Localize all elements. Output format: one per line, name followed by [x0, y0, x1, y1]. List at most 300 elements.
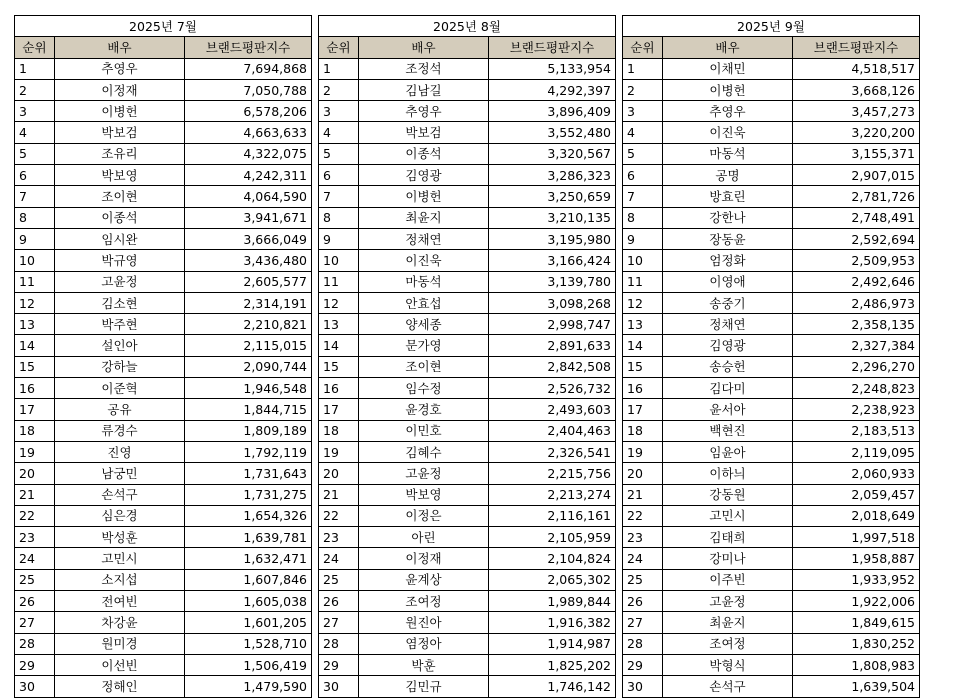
table-row — [623, 548, 920, 569]
table-row — [319, 654, 616, 675]
table-row — [623, 101, 920, 122]
actor-name-cell: 이진욱 — [663, 122, 793, 143]
table-row — [15, 79, 312, 100]
table-row — [15, 654, 312, 675]
score-cell: 1,809,189 — [185, 420, 312, 441]
table-row — [623, 79, 920, 100]
actor-name-cell: 공유 — [55, 399, 185, 420]
actor-name-cell: 고윤정 — [663, 591, 793, 612]
rank-cell: 25 — [623, 569, 663, 590]
actor-name-cell: 임시완 — [55, 228, 185, 249]
table-row — [623, 527, 920, 548]
table-row — [15, 186, 312, 207]
table-row — [15, 378, 312, 399]
actor-name-cell: 김태희 — [663, 527, 793, 548]
score-cell: 3,286,323 — [489, 165, 616, 186]
table-row — [623, 122, 920, 143]
actor-name-cell: 이주빈 — [663, 569, 793, 590]
score-cell: 2,891,633 — [489, 335, 616, 356]
table-row — [623, 441, 920, 462]
score-cell: 2,781,726 — [793, 186, 920, 207]
rank-cell: 14 — [15, 335, 55, 356]
actor-name-cell: 이정재 — [359, 548, 489, 569]
score-cell: 3,210,135 — [489, 207, 616, 228]
table-row — [319, 79, 616, 100]
actor-column-header: 배우 — [663, 37, 793, 58]
score-cell: 1,914,987 — [489, 633, 616, 654]
rank-cell: 30 — [319, 676, 359, 697]
rank-cell: 11 — [15, 271, 55, 292]
rank-cell: 5 — [15, 143, 55, 164]
table-row — [15, 527, 312, 548]
table-row — [319, 548, 616, 569]
rank-cell: 4 — [15, 122, 55, 143]
actor-name-cell: 김다미 — [663, 378, 793, 399]
table-row — [623, 165, 920, 186]
score-cell: 4,242,311 — [185, 165, 312, 186]
rank-cell: 1 — [319, 58, 359, 79]
rank-cell: 22 — [15, 505, 55, 526]
table-row — [15, 505, 312, 526]
table-row — [15, 335, 312, 356]
table-row — [623, 271, 920, 292]
rank-cell: 21 — [15, 484, 55, 505]
table-row — [319, 441, 616, 462]
score-cell: 1,639,781 — [185, 527, 312, 548]
rank-cell: 23 — [623, 527, 663, 548]
table-row — [319, 271, 616, 292]
actor-name-cell: 김민규 — [359, 676, 489, 697]
actor-name-cell: 마동석 — [359, 271, 489, 292]
score-cell: 7,050,788 — [185, 79, 312, 100]
rank-cell: 8 — [623, 207, 663, 228]
score-cell: 1,605,038 — [185, 591, 312, 612]
table-row — [319, 122, 616, 143]
score-cell: 1,997,518 — [793, 527, 920, 548]
table-row — [623, 505, 920, 526]
score-cell: 2,526,732 — [489, 378, 616, 399]
column-header-row — [319, 37, 616, 58]
rank-cell: 2 — [15, 79, 55, 100]
table-row — [319, 505, 616, 526]
actor-name-cell: 고민시 — [663, 505, 793, 526]
table-row — [15, 612, 312, 633]
rank-cell: 30 — [623, 676, 663, 697]
rank-cell: 26 — [623, 591, 663, 612]
actor-name-cell: 방효린 — [663, 186, 793, 207]
actor-name-cell: 공명 — [663, 165, 793, 186]
score-cell: 3,220,200 — [793, 122, 920, 143]
score-cell: 1,746,142 — [489, 676, 616, 697]
actor-name-cell: 조유리 — [55, 143, 185, 164]
score-cell: 2,327,384 — [793, 335, 920, 356]
ranking-table-month-2 — [318, 15, 616, 698]
table-row — [319, 165, 616, 186]
table-row — [623, 186, 920, 207]
score-cell: 2,238,923 — [793, 399, 920, 420]
rank-cell: 22 — [623, 505, 663, 526]
actor-name-cell: 이종석 — [359, 143, 489, 164]
actor-name-cell: 이하늬 — [663, 463, 793, 484]
actor-name-cell: 아린 — [359, 527, 489, 548]
score-cell: 1,654,326 — [185, 505, 312, 526]
actor-name-cell: 이민호 — [359, 420, 489, 441]
table-row — [15, 58, 312, 79]
score-cell: 3,668,126 — [793, 79, 920, 100]
actor-name-cell: 손석구 — [55, 484, 185, 505]
actor-name-cell: 윤계상 — [359, 569, 489, 590]
actor-name-cell: 강미나 — [663, 548, 793, 569]
score-cell: 3,896,409 — [489, 101, 616, 122]
actor-name-cell: 임윤아 — [663, 441, 793, 462]
table-row — [319, 484, 616, 505]
rank-cell: 18 — [623, 420, 663, 441]
actor-name-cell: 안효섭 — [359, 292, 489, 313]
rank-cell: 1 — [15, 58, 55, 79]
score-column-header: 브랜드평판지수 — [489, 37, 616, 58]
actor-name-cell: 장동윤 — [663, 228, 793, 249]
score-cell: 1,844,715 — [185, 399, 312, 420]
table-row — [15, 314, 312, 335]
score-cell: 2,248,823 — [793, 378, 920, 399]
table-row — [319, 612, 616, 633]
rank-cell: 29 — [15, 654, 55, 675]
actor-name-cell: 심은경 — [55, 505, 185, 526]
table-row — [319, 228, 616, 249]
score-cell: 1,731,643 — [185, 463, 312, 484]
table-row — [319, 207, 616, 228]
table-row — [623, 58, 920, 79]
actor-name-cell: 고윤정 — [55, 271, 185, 292]
score-cell: 1,601,205 — [185, 612, 312, 633]
score-column-header: 브랜드평판지수 — [185, 37, 312, 58]
score-cell: 1,849,615 — [793, 612, 920, 633]
rank-cell: 13 — [319, 314, 359, 335]
score-cell: 3,552,480 — [489, 122, 616, 143]
rank-cell: 11 — [319, 271, 359, 292]
actor-name-cell: 조여정 — [359, 591, 489, 612]
score-cell: 2,605,577 — [185, 271, 312, 292]
actor-name-cell: 이영애 — [663, 271, 793, 292]
score-cell: 1,946,548 — [185, 378, 312, 399]
rank-cell: 18 — [319, 420, 359, 441]
actor-name-cell: 염정아 — [359, 633, 489, 654]
rank-cell: 28 — [623, 633, 663, 654]
score-cell: 1,825,202 — [489, 654, 616, 675]
rank-cell: 14 — [319, 335, 359, 356]
table-row — [623, 612, 920, 633]
rank-cell: 10 — [319, 250, 359, 271]
actor-name-cell: 고민시 — [55, 548, 185, 569]
score-column-header: 브랜드평판지수 — [793, 37, 920, 58]
table-row — [623, 314, 920, 335]
rank-cell: 16 — [15, 378, 55, 399]
rank-cell: 26 — [319, 591, 359, 612]
score-cell: 2,060,933 — [793, 463, 920, 484]
score-cell: 2,116,161 — [489, 505, 616, 526]
score-cell: 2,486,973 — [793, 292, 920, 313]
score-cell: 2,065,302 — [489, 569, 616, 590]
actor-name-cell: 손석구 — [663, 676, 793, 697]
score-cell: 1,506,419 — [185, 654, 312, 675]
actor-name-cell: 마동석 — [663, 143, 793, 164]
actor-name-cell: 이진욱 — [359, 250, 489, 271]
score-cell: 4,064,590 — [185, 186, 312, 207]
rank-cell: 13 — [15, 314, 55, 335]
actor-name-cell: 김소현 — [55, 292, 185, 313]
actor-name-cell: 원진아 — [359, 612, 489, 633]
actor-name-cell: 박형식 — [663, 654, 793, 675]
table-row — [623, 676, 920, 697]
rank-cell: 20 — [15, 463, 55, 484]
actor-name-cell: 박보영 — [55, 165, 185, 186]
score-cell: 1,632,471 — [185, 548, 312, 569]
month-header-row — [15, 16, 312, 37]
actor-name-cell: 설인아 — [55, 335, 185, 356]
table-row — [623, 207, 920, 228]
rank-cell: 3 — [623, 101, 663, 122]
actor-name-cell: 정해인 — [55, 676, 185, 697]
rank-cell: 30 — [15, 676, 55, 697]
month-title: 2025년 8월 — [319, 16, 616, 37]
table-row — [623, 228, 920, 249]
actor-name-cell: 임수정 — [359, 378, 489, 399]
score-cell: 3,098,268 — [489, 292, 616, 313]
rank-cell: 11 — [623, 271, 663, 292]
rank-cell: 8 — [15, 207, 55, 228]
score-cell: 2,842,508 — [489, 356, 616, 377]
score-cell: 1,958,887 — [793, 548, 920, 569]
table-row — [319, 676, 616, 697]
actor-name-cell: 백현진 — [663, 420, 793, 441]
actor-name-cell: 조이현 — [359, 356, 489, 377]
actor-name-cell: 이종석 — [55, 207, 185, 228]
score-cell: 2,592,694 — [793, 228, 920, 249]
score-cell: 2,492,646 — [793, 271, 920, 292]
score-cell: 4,292,397 — [489, 79, 616, 100]
actor-name-cell: 추영우 — [359, 101, 489, 122]
score-cell: 3,320,567 — [489, 143, 616, 164]
rank-cell: 25 — [15, 569, 55, 590]
actor-name-cell: 송중기 — [663, 292, 793, 313]
score-cell: 6,578,206 — [185, 101, 312, 122]
table-row — [623, 378, 920, 399]
score-cell: 1,922,006 — [793, 591, 920, 612]
actor-name-cell: 이병헌 — [55, 101, 185, 122]
score-cell: 2,215,756 — [489, 463, 616, 484]
rank-cell: 3 — [319, 101, 359, 122]
actor-name-cell: 고윤정 — [359, 463, 489, 484]
score-cell: 3,457,273 — [793, 101, 920, 122]
table-row — [319, 101, 616, 122]
rank-cell: 13 — [623, 314, 663, 335]
table-row — [15, 356, 312, 377]
rank-cell: 20 — [623, 463, 663, 484]
table-row — [319, 569, 616, 590]
actor-name-cell: 김영광 — [663, 335, 793, 356]
rank-column-header: 순위 — [319, 37, 359, 58]
actor-name-cell: 김남길 — [359, 79, 489, 100]
actor-name-cell: 박주현 — [55, 314, 185, 335]
actor-name-cell: 차강윤 — [55, 612, 185, 633]
score-cell: 3,155,371 — [793, 143, 920, 164]
score-cell: 4,663,633 — [185, 122, 312, 143]
actor-name-cell: 박성훈 — [55, 527, 185, 548]
rank-cell: 6 — [623, 165, 663, 186]
score-cell: 2,493,603 — [489, 399, 616, 420]
table-row — [319, 143, 616, 164]
rank-cell: 23 — [15, 527, 55, 548]
score-cell: 4,322,075 — [185, 143, 312, 164]
table-row — [15, 207, 312, 228]
rank-cell: 3 — [15, 101, 55, 122]
actor-name-cell: 박규영 — [55, 250, 185, 271]
score-cell: 4,518,517 — [793, 58, 920, 79]
table-row — [15, 591, 312, 612]
actor-name-cell: 정채연 — [663, 314, 793, 335]
rank-cell: 21 — [319, 484, 359, 505]
rank-cell: 17 — [15, 399, 55, 420]
table-row — [15, 569, 312, 590]
rank-cell: 2 — [623, 79, 663, 100]
table-row — [319, 335, 616, 356]
table-row — [15, 122, 312, 143]
rank-cell: 24 — [319, 548, 359, 569]
rank-cell: 27 — [15, 612, 55, 633]
actor-name-cell: 추영우 — [55, 58, 185, 79]
actor-name-cell: 추영우 — [663, 101, 793, 122]
rank-cell: 29 — [319, 654, 359, 675]
rank-cell: 22 — [319, 505, 359, 526]
actor-name-cell: 강한나 — [663, 207, 793, 228]
table-row — [15, 420, 312, 441]
table-row — [623, 356, 920, 377]
actor-name-cell: 박보영 — [359, 484, 489, 505]
rank-cell: 9 — [15, 228, 55, 249]
actor-name-cell: 류경수 — [55, 420, 185, 441]
score-cell: 2,296,270 — [793, 356, 920, 377]
rank-cell: 25 — [319, 569, 359, 590]
actor-name-cell: 양세종 — [359, 314, 489, 335]
rank-cell: 7 — [623, 186, 663, 207]
actor-name-cell: 이선빈 — [55, 654, 185, 675]
ranking-table-month-1 — [14, 15, 312, 698]
rank-cell: 9 — [623, 228, 663, 249]
score-cell: 1,639,504 — [793, 676, 920, 697]
actor-name-cell: 이정은 — [359, 505, 489, 526]
table-row — [319, 250, 616, 271]
rank-cell: 19 — [15, 441, 55, 462]
ranking-table-month-3 — [622, 15, 920, 698]
actor-name-cell: 강하늘 — [55, 356, 185, 377]
actor-name-cell: 강동원 — [663, 484, 793, 505]
score-cell: 2,018,649 — [793, 505, 920, 526]
score-cell: 1,989,844 — [489, 591, 616, 612]
score-cell: 1,528,710 — [185, 633, 312, 654]
table-row — [15, 676, 312, 697]
table-row — [15, 143, 312, 164]
score-cell: 2,183,513 — [793, 420, 920, 441]
table-row — [623, 143, 920, 164]
score-cell: 7,694,868 — [185, 58, 312, 79]
table-row — [623, 250, 920, 271]
table-row — [319, 186, 616, 207]
actor-column-header: 배우 — [359, 37, 489, 58]
table-row — [319, 378, 616, 399]
table-row — [15, 484, 312, 505]
actor-name-cell: 박훈 — [359, 654, 489, 675]
score-cell: 2,059,457 — [793, 484, 920, 505]
rank-cell: 12 — [15, 292, 55, 313]
table-row — [623, 633, 920, 654]
rank-cell: 28 — [319, 633, 359, 654]
rank-cell: 4 — [319, 122, 359, 143]
table-row — [15, 441, 312, 462]
table-row — [319, 591, 616, 612]
actor-column-header: 배우 — [55, 37, 185, 58]
score-cell: 1,830,252 — [793, 633, 920, 654]
rank-cell: 29 — [623, 654, 663, 675]
actor-name-cell: 송승헌 — [663, 356, 793, 377]
actor-name-cell: 정채연 — [359, 228, 489, 249]
score-cell: 3,666,049 — [185, 228, 312, 249]
table-row — [15, 399, 312, 420]
rank-cell: 10 — [623, 250, 663, 271]
month-title: 2025년 7월 — [15, 16, 312, 37]
score-cell: 2,358,135 — [793, 314, 920, 335]
actor-name-cell: 소지섭 — [55, 569, 185, 590]
rank-cell: 20 — [319, 463, 359, 484]
rank-cell: 15 — [319, 356, 359, 377]
actor-name-cell: 이준혁 — [55, 378, 185, 399]
rank-cell: 16 — [319, 378, 359, 399]
rank-cell: 24 — [623, 548, 663, 569]
score-cell: 2,115,015 — [185, 335, 312, 356]
rank-cell: 4 — [623, 122, 663, 143]
score-cell: 3,139,780 — [489, 271, 616, 292]
rank-cell: 6 — [15, 165, 55, 186]
actor-name-cell: 윤경호 — [359, 399, 489, 420]
rank-column-header: 순위 — [623, 37, 663, 58]
month-title: 2025년 9월 — [623, 16, 920, 37]
rank-cell: 17 — [623, 399, 663, 420]
score-cell: 3,436,480 — [185, 250, 312, 271]
actor-name-cell: 이병헌 — [663, 79, 793, 100]
table-row — [319, 633, 616, 654]
rank-cell: 23 — [319, 527, 359, 548]
rank-cell: 1 — [623, 58, 663, 79]
score-cell: 5,133,954 — [489, 58, 616, 79]
rank-cell: 8 — [319, 207, 359, 228]
column-header-row — [15, 37, 312, 58]
rank-cell: 27 — [319, 612, 359, 633]
table-row — [319, 356, 616, 377]
score-cell: 1,479,590 — [185, 676, 312, 697]
table-row — [623, 399, 920, 420]
rank-column-header: 순위 — [15, 37, 55, 58]
rank-cell: 5 — [319, 143, 359, 164]
table-row — [319, 58, 616, 79]
table-row — [319, 292, 616, 313]
actor-name-cell: 윤서아 — [663, 399, 793, 420]
actor-name-cell: 이병헌 — [359, 186, 489, 207]
table-row — [15, 548, 312, 569]
actor-name-cell: 조정석 — [359, 58, 489, 79]
actor-name-cell: 남궁민 — [55, 463, 185, 484]
rank-cell: 12 — [319, 292, 359, 313]
table-row — [623, 591, 920, 612]
score-cell: 3,166,424 — [489, 250, 616, 271]
